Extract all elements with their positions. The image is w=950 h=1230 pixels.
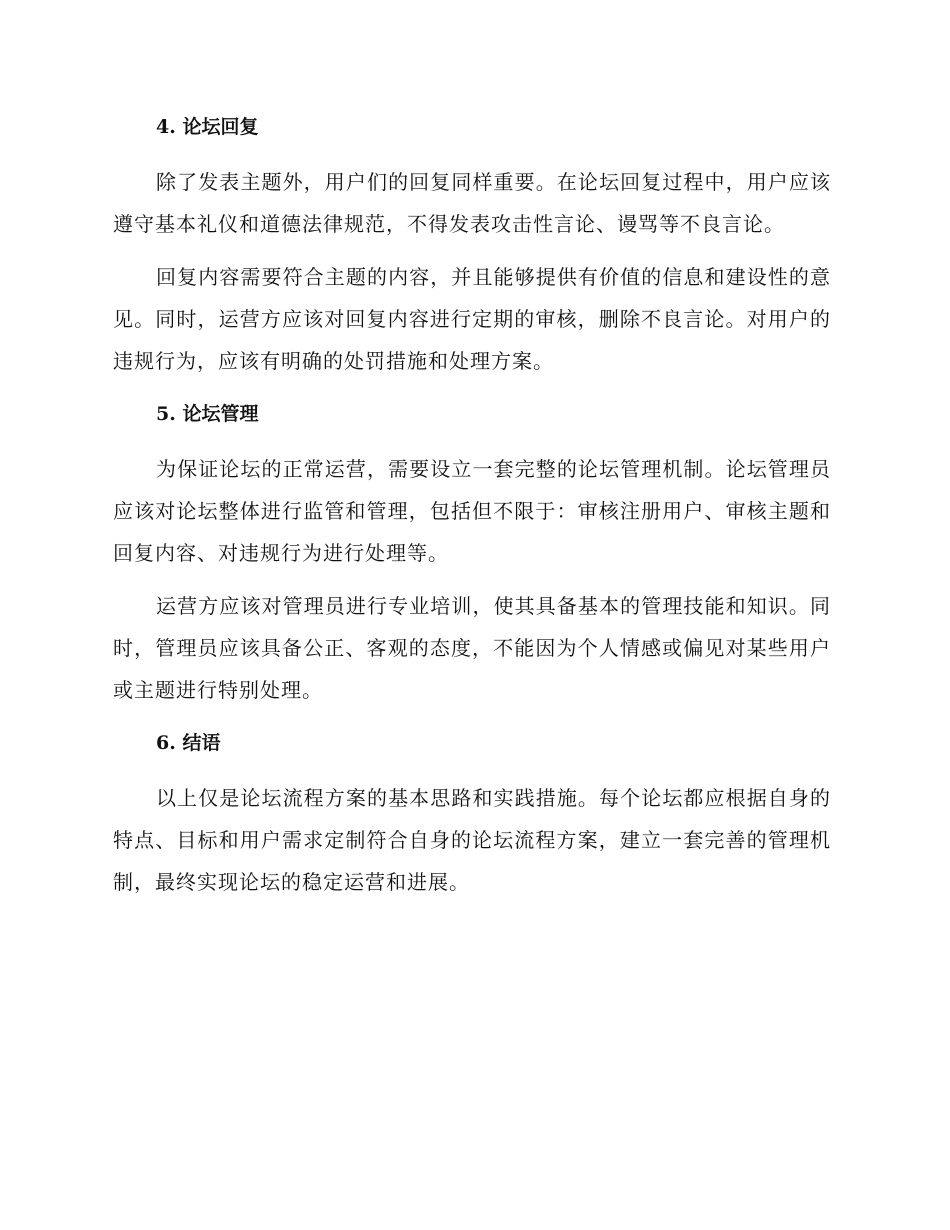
paragraph: 为保证论坛的正常运营，需要设立一套完整的论坛管理机制。论坛管理员应该对论坛整体进行监管和管理，包括但不限于：审核注册用户、审核主题和回复内容、对违规行为进行处理等。 xyxy=(113,457,831,565)
paragraph: 除了发表主题外，用户们的回复同样重要。在论坛回复过程中，用户应该遵守基本礼仪和道德法律规范，不得发表攻击性言论、谩骂等不良言论。 xyxy=(113,170,831,236)
paragraph: 运营方应该对管理员进行专业培训，使其具备基本的管理技能和知识。同时，管理员应该具备公正、客观的态度，不能因为个人情感或偏见对某些用户或主题进行特别处理。 xyxy=(113,594,831,702)
paragraph: 回复内容需要符合主题的内容，并且能够提供有价值的信息和建设性的意见。同时，运营方应该对回复内容进行定期的审核，删除不良言论。对用户的违规行为，应该有明确的处罚措施和处理方案。 xyxy=(113,265,831,373)
section-heading-conclusion: 6. 结语 xyxy=(156,732,221,754)
section-heading-forum-management: 5. 论坛管理 xyxy=(156,403,259,425)
section-heading-forum-replies: 4. 论坛回复 xyxy=(156,116,259,138)
document-body xyxy=(113,106,831,903)
paragraph: 以上仅是论坛流程方案的基本思路和实践措施。每个论坛都应根据自身的特点、目标和用户需求定制符合自身的论坛流程方案，建立一套完善的管理机制，最终实现论坛的稳定运营和进展。 xyxy=(113,786,831,894)
